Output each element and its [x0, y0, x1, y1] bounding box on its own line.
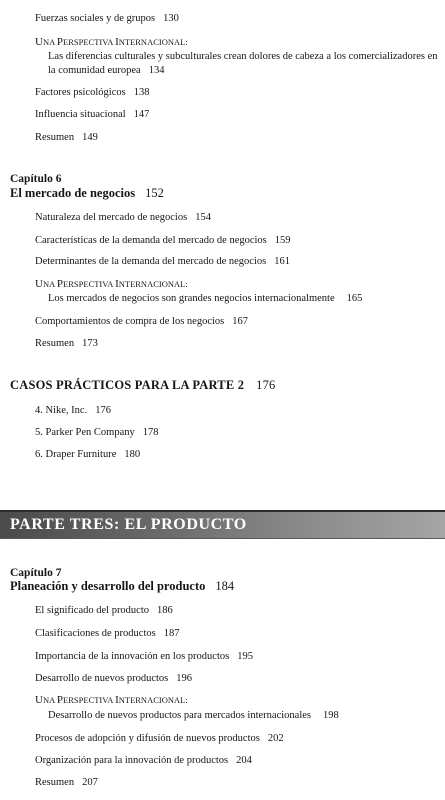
toc-entry [35, 627, 437, 640]
toc-entry-page: 154 [195, 212, 211, 223]
toc-entry-page: 159 [274, 235, 291, 246]
part-banner-title: PARTE TRES: EL PRODUCTO [10, 516, 247, 533]
toc-entry-title: Las diferencias culturales y subculturales crean dolores de cabeza a los comercializadores en la comunidad europea [48, 51, 438, 76]
international-perspective-heading: UNA PERSPECTIVA INTERNACIONAL: [35, 36, 188, 48]
cases-page: 176 [256, 378, 276, 392]
toc-entry-page: 134 [148, 64, 165, 76]
toc-entry-page: 196 [176, 673, 193, 684]
toc-entry-title: Características de la demanda del mercado de negocios [35, 235, 267, 246]
toc-entry [35, 776, 437, 789]
toc-entry-title: Clasificaciones de productos [35, 628, 156, 639]
international-perspective-entry [48, 709, 439, 723]
toc-entry-page: 165 [346, 293, 363, 304]
toc-entry-page: 130 [163, 13, 179, 24]
toc-entry [35, 131, 437, 144]
toc-entry-title: Influencia situacional [35, 109, 126, 120]
toc-entry [35, 108, 437, 121]
toc-entry [35, 315, 437, 328]
toc-entry-title: Naturaleza del mercado de negocios [35, 212, 188, 223]
toc-entry-title: 6. Draper Furniture [35, 449, 117, 460]
toc-entry-title: Procesos de adopción y difusión de nuevos productos [35, 733, 260, 744]
toc-entry-title: Resumen [35, 132, 75, 143]
chapter-title-text: El mercado de negocios [10, 186, 136, 200]
cases-title: CASOS PRÁCTICOS PARA LA PARTE 2 [10, 378, 245, 392]
toc-entry-page: 138 [133, 87, 150, 98]
chapter-title-text: Planeación y desarrollo del producto [10, 579, 206, 593]
toc-entry-page: 173 [82, 338, 98, 349]
toc-entry-page: 207 [82, 777, 98, 788]
international-perspective-entry [48, 292, 439, 306]
toc-entry-title: 5. Parker Pen Company [35, 427, 135, 438]
case-entry [35, 448, 437, 461]
toc-entry-page: 167 [232, 316, 249, 327]
part-banner [0, 510, 445, 539]
toc-entry-title: Desarrollo de nuevos productos [35, 673, 169, 684]
toc-entry-page: 178 [142, 427, 159, 438]
case-entry [35, 426, 437, 439]
toc-entry-page: 149 [82, 132, 98, 143]
chapter-label: Capítulo 7 [10, 567, 62, 579]
toc-entry-title: Resumen [35, 777, 75, 788]
international-perspective-entry [48, 50, 439, 77]
toc-entry-title: Importancia de la innovación en los productos [35, 651, 230, 662]
toc-entry-page: 202 [267, 733, 284, 744]
chapter-page: 184 [215, 579, 235, 593]
toc-entry-page: 204 [236, 755, 252, 766]
toc-entry-title: El significado del producto [35, 605, 150, 616]
toc-entry-page: 187 [163, 628, 180, 639]
toc-entry [35, 211, 437, 224]
toc-entry-title: Los mercados de negocios son grandes negocios internacionalmente [48, 293, 335, 304]
toc-entry-page: 176 [95, 405, 111, 416]
toc-entry-title: Organización para la innovación de productos [35, 755, 229, 766]
toc-entry [35, 650, 437, 663]
toc-entry [35, 234, 437, 247]
toc-entry-page: 161 [274, 256, 290, 267]
toc-entry-title: Factores psicológicos [35, 87, 126, 98]
toc-entry-page: 147 [133, 109, 150, 120]
chapter-page: 152 [145, 186, 164, 200]
toc-entry [35, 12, 437, 25]
toc-entry-page: 195 [237, 651, 253, 662]
toc-entry-title: Determinantes de la demanda del mercado de negocios [35, 256, 267, 267]
chapter-title [10, 579, 437, 594]
toc-entry [35, 672, 437, 685]
international-perspective-heading: UNA PERSPECTIVA INTERNACIONAL: [35, 278, 188, 290]
toc-entry [35, 255, 437, 268]
toc-entry-page: 186 [157, 605, 173, 616]
toc-entry-title: Desarrollo de nuevos productos para mercados internacionales [48, 710, 311, 721]
cases-heading [10, 378, 437, 393]
toc-entry-page: 198 [323, 710, 339, 721]
toc-entry [35, 604, 437, 617]
toc-entry [35, 732, 437, 745]
international-perspective-heading: UNA PERSPECTIVA INTERNACIONAL: [35, 694, 188, 706]
toc-entry [35, 754, 437, 767]
toc-entry-title: Resumen [35, 338, 75, 349]
toc-entry-page: 180 [124, 449, 141, 460]
case-entry [35, 404, 437, 417]
toc-entry-title: Fuerzas sociales y de grupos [35, 13, 156, 24]
chapter-title [10, 186, 437, 201]
toc-entry-title: 4. Nike, Inc. [35, 405, 88, 416]
chapter-label: Capítulo 6 [10, 173, 62, 185]
toc-entry [35, 337, 437, 350]
toc-entry-title: Comportamientos de compra de los negocios [35, 316, 225, 327]
toc-entry [35, 86, 437, 99]
